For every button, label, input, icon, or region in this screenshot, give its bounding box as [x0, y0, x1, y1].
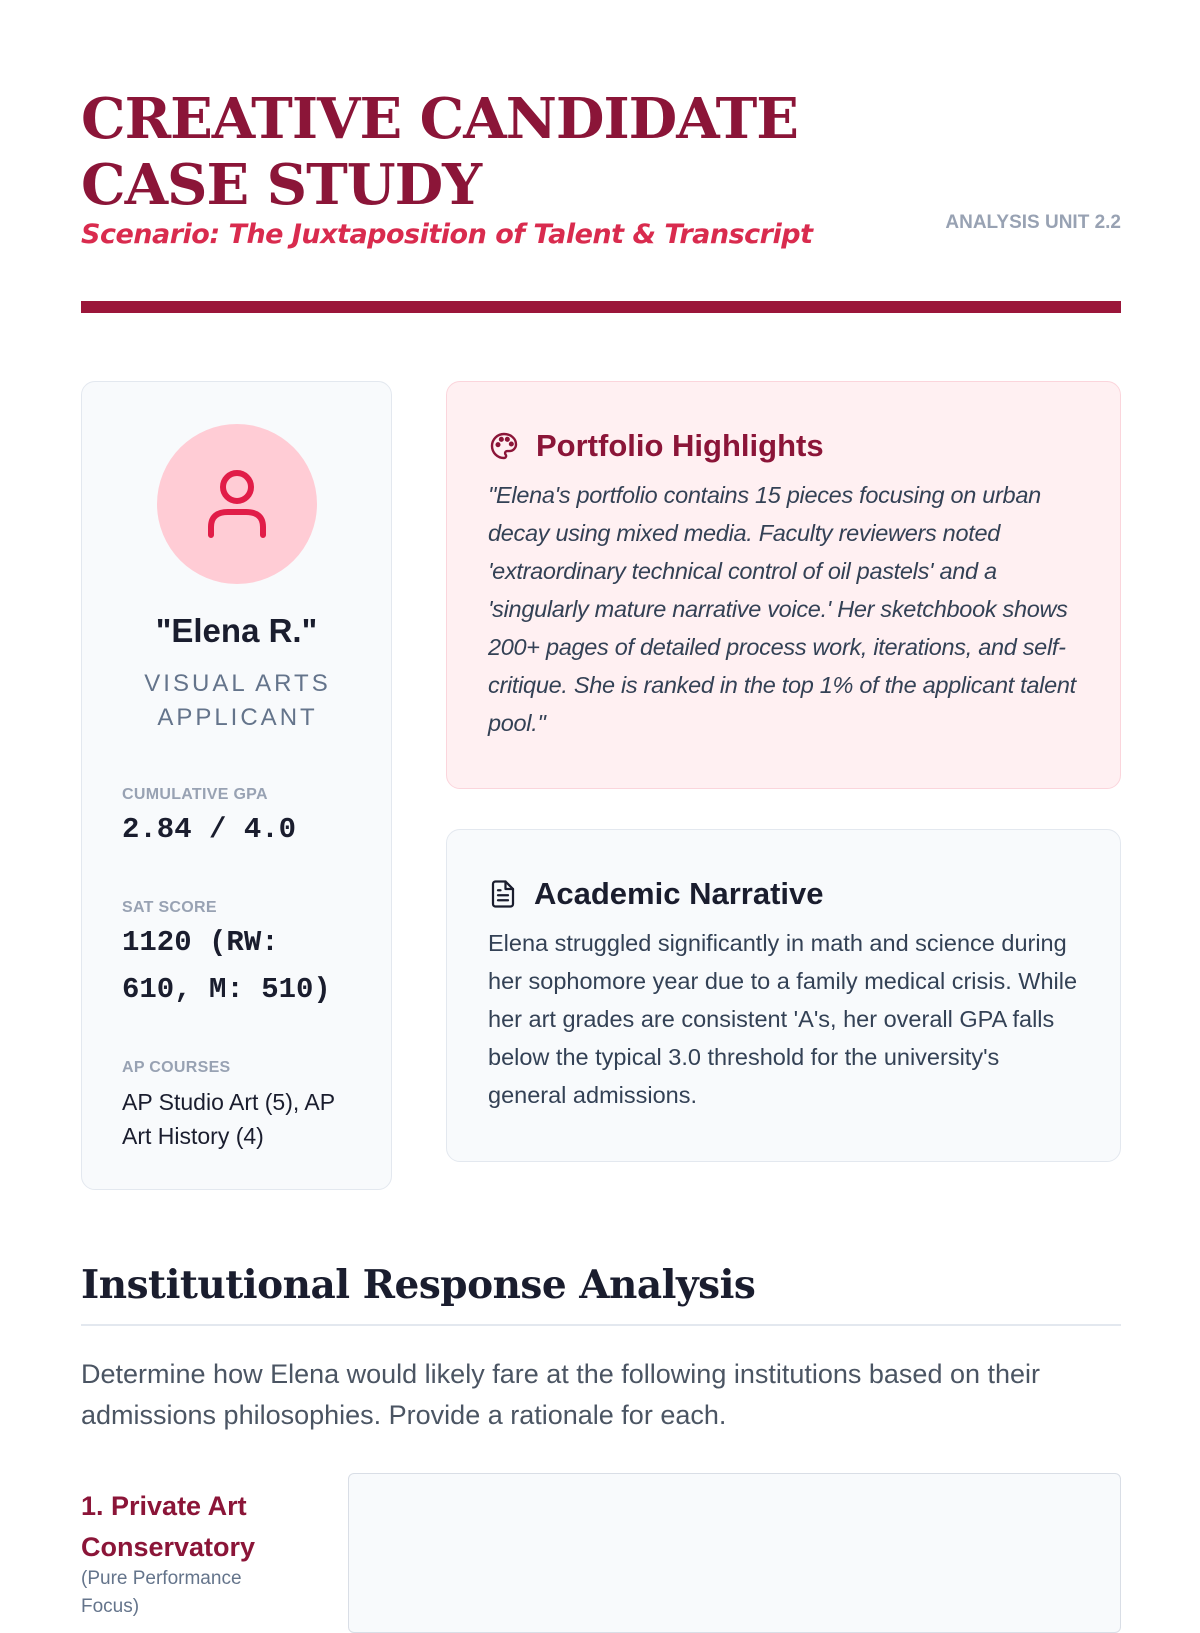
- ap-courses-value: AP Studio Art (5), AP Art History (4): [122, 1089, 335, 1149]
- academic-narrative-card: [446, 829, 1121, 1162]
- sat-value: 1120 (RW: 610, M: 510): [122, 926, 331, 1006]
- page-header: [81, 86, 1121, 316]
- academic-text: Elena struggled significantly in math and science during her sophomore year due to a family medical crisis. While her art grades are consistent 'A's, her overall GPA falls below the typical 3.0 threshold for the university's general admissions.: [488, 930, 1078, 1108]
- avatar: [157, 424, 317, 584]
- gpa-value: 2.84 / 4.0: [122, 813, 297, 846]
- page-title: CREATIVE CANDIDATE CASE STUDY: [81, 86, 798, 218]
- portfolio-quote: "Elena's portfolio contains 15 pieces focusing on urban decay using mixed media. Faculty reviewers noted 'extraordinary technical control of oil pastels' and a 'singularly mature narrative voice.' Her sketchbook shows 200+ pages of detailed process work, iterations, and self-critique. She is ranked in the top 1% of the applicant talent pool.": [488, 482, 1076, 736]
- candidate-role: VISUAL ARTS APPLICANT: [144, 670, 331, 731]
- institution-title: 1. Private Art Conservatory: [81, 1491, 256, 1562]
- gpa-stat: [122, 786, 362, 853]
- portfolio-highlights-card: [446, 381, 1121, 789]
- sat-label: SAT SCORE: [122, 899, 217, 916]
- academic-title: Academic Narrative: [534, 876, 824, 911]
- analysis-instructions: Determine how Elena would likely fare at the following institutions based on their admissions philosophies. Provide a rationale for each.: [81, 1359, 1041, 1430]
- institution-answer-box[interactable]: [348, 1473, 1121, 1633]
- analysis-section-title: Institutional Response Analysis: [81, 1262, 756, 1308]
- gpa-label: CUMULATIVE GPA: [122, 786, 268, 803]
- user-icon: [206, 469, 268, 539]
- portfolio-card-header: [488, 426, 1080, 466]
- palette-icon: [488, 430, 520, 462]
- academic-card-header: [488, 874, 1080, 914]
- institution-note: (Pure Performance Focus): [81, 1568, 242, 1617]
- page-subtitle: Scenario: The Juxtaposition of Talent & Transcript: [81, 219, 813, 250]
- ap-courses-label: AP COURSES: [122, 1059, 231, 1076]
- analysis-unit-label: ANALYSIS UNIT 2.2: [945, 212, 1121, 233]
- header-rule: [81, 301, 1121, 313]
- candidate-name: "Elena R.": [155, 612, 318, 649]
- ap-courses-stat: [122, 1059, 362, 1153]
- portfolio-title: Portfolio Highlights: [536, 428, 824, 463]
- document-icon: [488, 878, 518, 910]
- section-divider: [81, 1324, 1121, 1326]
- sat-stat: [122, 899, 362, 1013]
- candidate-profile-card: [81, 381, 392, 1190]
